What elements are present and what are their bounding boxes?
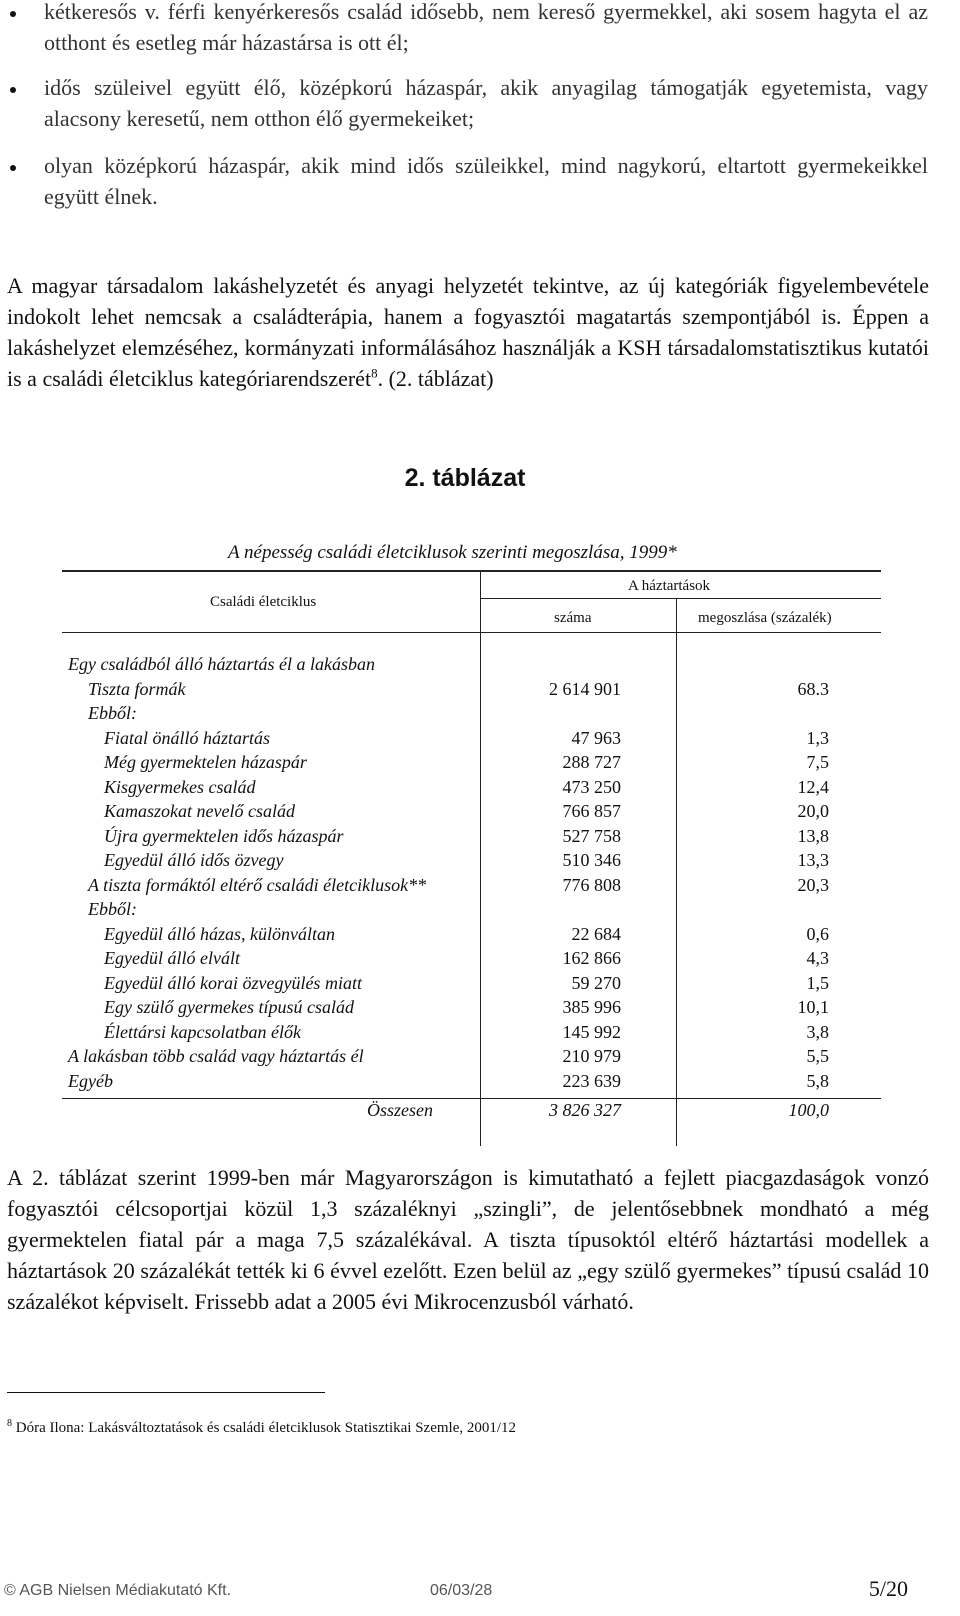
row-label: Tiszta formák <box>88 678 186 699</box>
row-label: Egyedül álló elvált <box>104 948 240 968</box>
table-row <box>58 1071 881 1095</box>
row-label: Egyedül álló házas, különváltan <box>104 923 335 944</box>
table-row <box>58 973 881 997</box>
footnote-number: 8 <box>7 1418 12 1429</box>
row-label: Újra gyermektelen idős házaspár <box>104 825 344 846</box>
footer-copyright: © AGB Nielsen Médiakutató Kft. <box>4 1582 232 1599</box>
row-label: A tiszta formáktól eltérő családi életciklusok** <box>88 874 427 895</box>
paragraph-analysis: A 2. táblázat szerint 1999-ben már Magyarországon is kimutatható a fejlett piacgazdaságok vonzó fogyasztói célcsoportjai közül 1,3 százaléknyi „szingli”, de jelentősebbnek mondható a még gyermektelen fiatal pár a maga 7,5 százalékával. A tiszta típusoktól eltérő háztartási modellek a háztartások 20 százalékát tették ki 6 évvel ezelőtt. Ezen belül az „egy szülő gyermekes” típusú család 10 százalékot képviselt. Frissebb adat a 2005 évi Mikrocenzusból várható. <box>7 1165 929 1314</box>
row-label: Egyedül álló korai özvegyülés miatt <box>104 972 362 993</box>
row-share: 1,3 <box>806 727 829 748</box>
bullet-text: kétkeresős v. férfi kenyérkeresős család idősebb, nem kereső gyermekkel, aki sosem hagyta el az otthont és esetleg már házastársa is ott él; <box>44 0 928 55</box>
row-label: A lakásban több család vagy háztartás él <box>68 1046 364 1066</box>
row-share: 4,3 <box>806 948 829 968</box>
row-number: 776 808 <box>562 874 621 895</box>
row-number: 385 996 <box>562 997 621 1017</box>
row-number: 510 346 <box>562 850 621 870</box>
total-share: 100,0 <box>788 1100 829 1120</box>
table-row <box>58 924 881 948</box>
row-number: 145 992 <box>562 1021 621 1042</box>
row-label: Ebből: <box>88 899 137 919</box>
row-share: 20,3 <box>797 874 829 895</box>
footnote <box>7 1418 516 1437</box>
table-row <box>58 997 881 1021</box>
row-label: Egyéb <box>68 1070 113 1091</box>
bullet-text: olyan középkorú házaspár, akik mind idős szüleikkel, mind nagykorú, eltartott gyermekeikkel együtt élnek. <box>44 153 928 209</box>
row-label: Kisgyermekes család <box>104 776 256 797</box>
row-share: 10,1 <box>797 997 829 1017</box>
table-row <box>58 850 881 874</box>
row-number: 473 250 <box>562 776 621 797</box>
page-number: 5/20 <box>868 1576 908 1601</box>
table-row <box>58 801 881 825</box>
row-share: 0,6 <box>806 923 829 944</box>
row-share: 68.3 <box>797 678 829 699</box>
row-share: 7,5 <box>806 752 829 772</box>
footnote-ref: 8 <box>371 365 378 381</box>
row-share: 5,5 <box>806 1046 829 1066</box>
row-share: 13,3 <box>797 850 829 870</box>
table-row <box>58 703 881 727</box>
row-number: 223 639 <box>562 1070 621 1091</box>
row-share: 12,4 <box>797 776 829 797</box>
header-rule-group <box>480 598 881 599</box>
row-share: 5,8 <box>806 1070 829 1091</box>
row-number: 22 684 <box>571 923 621 944</box>
row-share: 20,0 <box>797 801 829 821</box>
column-header-share: megoszlása (százalék) <box>698 610 832 626</box>
table-row <box>58 728 881 752</box>
table-row <box>58 899 881 923</box>
row-number: 59 270 <box>571 972 621 993</box>
bullet-icon <box>10 87 16 93</box>
header-rule-top <box>62 570 881 572</box>
page-footer <box>0 1576 960 1606</box>
row-share: 1,5 <box>806 972 829 993</box>
footnote-divider <box>7 1392 325 1393</box>
row-share: 3,8 <box>806 1021 829 1042</box>
row-number: 766 857 <box>562 801 621 821</box>
total-number: 3 826 327 <box>549 1100 621 1120</box>
bullet-text: idős szüleivel együtt élő, középkorú házaspár, akik anyagilag támogatják egyetemista, vagy alacsony keresetű, nem otthon élő gyermekeiket; <box>44 75 928 131</box>
row-label: Élettársi kapcsolatban élők <box>104 1021 301 1042</box>
total-rule <box>62 1098 881 1099</box>
total-label: Összesen <box>367 1100 433 1120</box>
paragraph-text: A magyar társadalom lakáshelyzetét és anyagi helyzetét tekintve, az új kategóriák figyelembevétele indokolt lehet nemcsak a családterápia, hanem a fogyasztói magatartás szempontjából is. Éppen a lakáshelyzet elemzéséhez, kormányzati informálásához használják a KSH társadalomstatisztikus kutatói is a családi életciklus kategóriarendszerét <box>7 273 929 391</box>
row-label: Egyedül álló idős özvegy <box>104 850 284 870</box>
footnote-text: Dóra Ilona: Lakásváltoztatások és családi életciklusok Statisztikai Szemle, 2001/12 <box>15 1420 517 1436</box>
table-row <box>58 948 881 972</box>
table-caption: 2. táblázat <box>404 464 526 492</box>
row-number: 210 979 <box>562 1046 621 1066</box>
paragraph-intro <box>7 270 929 394</box>
row-number: 527 758 <box>562 825 621 846</box>
row-label: Fiatal önálló háztartás <box>104 727 271 748</box>
column-header-number: száma <box>554 610 592 626</box>
table-row <box>58 679 881 703</box>
row-label: Kamaszokat nevelő család <box>104 801 295 821</box>
row-label: Egy szülő gyermekes típusú család <box>104 997 354 1017</box>
row-label: Ebből: <box>88 703 137 723</box>
row-label: Még gyermektelen házaspár <box>104 752 307 772</box>
column-header-label: Családi életciklus <box>210 594 317 610</box>
row-label: Egy családból álló háztartás él a lakásban <box>68 654 375 674</box>
bullet-icon <box>10 165 16 171</box>
table-total-row <box>58 1100 881 1126</box>
table-row <box>58 777 881 801</box>
bullet-icon <box>10 11 16 17</box>
row-share: 13,8 <box>797 825 829 846</box>
row-number: 47 963 <box>571 727 621 748</box>
paragraph-tail: . (2. táblázat) <box>377 366 494 391</box>
table-row <box>58 875 881 899</box>
footer-date: 06/03/28 <box>430 1582 493 1599</box>
table-row <box>58 752 881 776</box>
table-title: A népesség családi életciklusok szerinti megoszlása, 1999* <box>228 542 677 563</box>
row-number: 162 866 <box>562 948 621 968</box>
table-row <box>58 1022 881 1046</box>
column-header-group: A háztartások <box>628 578 711 594</box>
table-row <box>58 654 881 678</box>
header-rule-bottom <box>62 632 881 633</box>
table-row <box>58 826 881 850</box>
row-number: 2 614 901 <box>549 678 621 699</box>
row-number: 288 727 <box>562 752 621 772</box>
table-figure <box>58 536 881 1146</box>
table-row <box>58 1046 881 1070</box>
